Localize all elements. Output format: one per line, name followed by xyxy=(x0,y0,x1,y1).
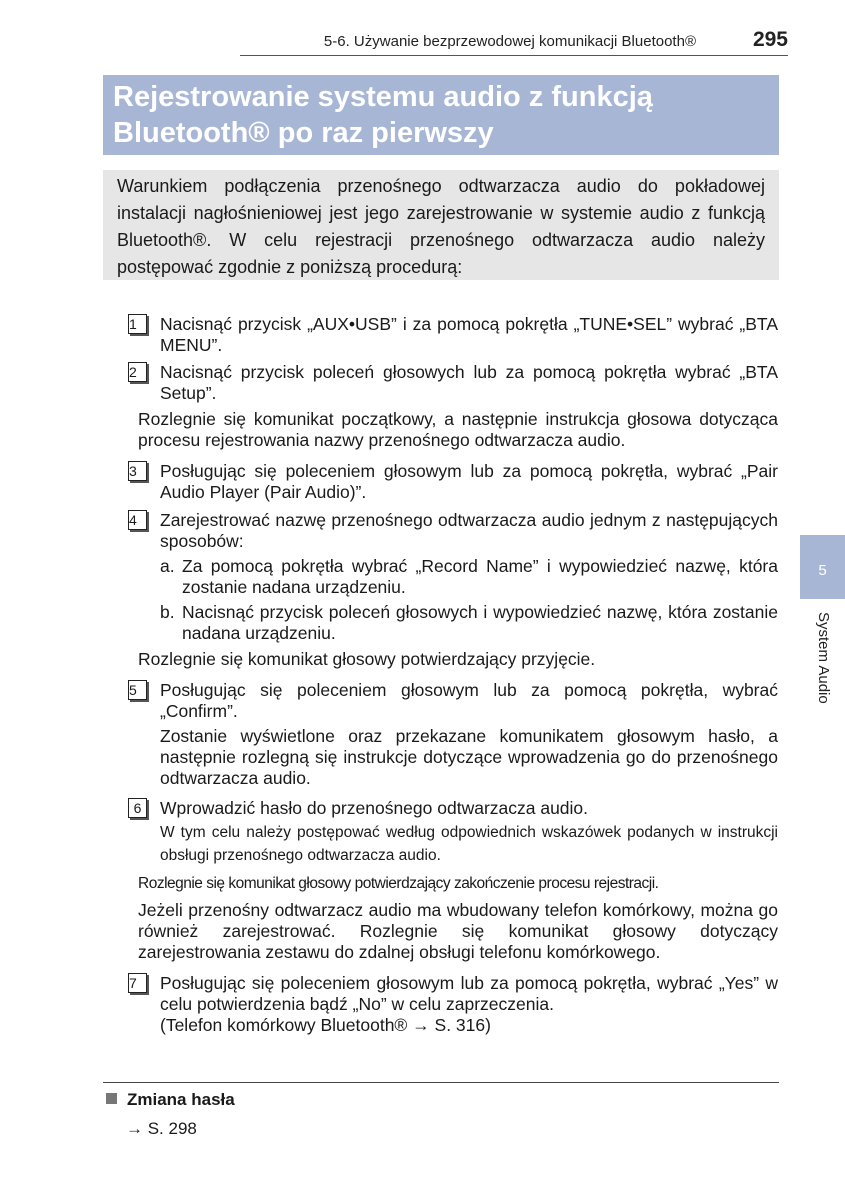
page-title xyxy=(113,79,769,151)
page-number: 295 xyxy=(752,28,788,51)
step-ref xyxy=(128,1015,778,1036)
sub-text: Za pomocą pokrętła wybrać „Record Name” i wypowiedzieć nazwę, która zostanie nadana urządzeniu. xyxy=(182,556,778,597)
sub-item-a xyxy=(128,556,778,598)
chapter-tab[interactable]: 5 xyxy=(800,535,845,599)
page-header xyxy=(240,28,788,54)
step-number: 1 xyxy=(128,314,147,334)
step-ref-link[interactable]: (Telefon komórkowy Bluetooth® → S. 316) xyxy=(160,1015,491,1035)
sub-label: a. xyxy=(160,556,175,576)
step-note: Rozlegnie się komunikat głosowy potwierdzający zakończenie procesu rejestracji. xyxy=(138,875,659,892)
page-title-line2: Bluetooth® po raz pierwszy xyxy=(113,117,494,149)
step-text: Zarejestrować nazwę przenośnego odtwarzacza audio jednym z następujących sposobów: xyxy=(160,510,778,551)
step-2 xyxy=(128,362,778,404)
intro-text: Warunkiem podłączenia przenośnego odtwarzacza audio do pokładowej instalacji nagłośnieniowej jest jego zarejestrowanie w systemie audio z funkcją Bluetooth®. W celu rejestracji przenośnego odtwarzacza audio należy postępować zgodnie z poniższą procedurą: xyxy=(117,176,765,277)
step-text: Wprowadzić hasło do przenośnego odtwarzacza audio. xyxy=(160,798,589,818)
step-text: Nacisnąć przycisk poleceń głosowych lub za pomocą pokrętła wybrać „BTA Setup”. xyxy=(160,362,778,403)
page-title-line1: Rejestrowanie systemu audio z funkcją xyxy=(113,81,653,113)
page-reference-link[interactable]: → S. 298 xyxy=(126,1119,197,1138)
step-number: 5 xyxy=(128,680,147,700)
step-6 xyxy=(128,798,778,819)
step-number: 6 xyxy=(128,798,147,818)
step-text: Posługując się poleceniem głosowym lub za pomocą pokrętła, wybrać „Confirm”. xyxy=(160,680,778,721)
step-note: Rozlegnie się komunikat głosowy potwierdzający przyjęcie. xyxy=(138,649,596,669)
step-4 xyxy=(128,510,778,552)
step-5 xyxy=(128,680,778,722)
section-divider xyxy=(103,1082,779,1083)
subsection-label: Zmiana hasła xyxy=(127,1090,235,1109)
intro-box xyxy=(103,170,779,280)
step-text: Nacisnąć przycisk „AUX•USB” i za pomocą pokrętła „TUNE•SEL” wybrać „BTA MENU”. xyxy=(160,314,778,355)
sub-text: Nacisnąć przycisk poleceń głosowych i wypowiedzieć nazwę, która zostanie nadana urządzeniu. xyxy=(182,602,778,643)
sub-item-b xyxy=(128,602,778,644)
step-extra xyxy=(128,821,778,867)
step-text: Posługując się poleceniem głosowym lub za pomocą pokrętła, wybrać „Yes” w celu potwierdzenia bądź „No” w celu zaprzeczenia. xyxy=(160,973,778,1014)
step-note: Rozlegnie się komunikat początkowy, a następnie instrukcja głosowa dotycząca procesu rejestrowania nazwy przenośnego odtwarzacza audio. xyxy=(138,409,778,450)
square-bullet-icon xyxy=(106,1093,117,1104)
step-3 xyxy=(128,461,778,503)
sub-label: b. xyxy=(160,602,175,622)
procedure xyxy=(128,314,778,1036)
header-divider xyxy=(240,55,788,56)
title-banner xyxy=(103,75,779,155)
step-extra-text: W tym celu należy postępować według odpowiednich wskazówek podanych w instrukcji obsługi przenośnego odtwarzacza audio. xyxy=(160,824,778,864)
step-number: 2 xyxy=(128,362,147,382)
step-number: 4 xyxy=(128,510,147,530)
step-extra xyxy=(128,726,778,789)
step-number: 7 xyxy=(128,973,147,993)
section-heading: 5-6. Używanie bezprzewodowej komunikacji Bluetooth® xyxy=(323,33,696,50)
step-text: Posługując się poleceniem głosowym lub za pomocą pokrętła, wybrać „Pair Audio Player (Pair Audio)”. xyxy=(160,461,778,502)
step-7 xyxy=(128,973,778,1015)
step-note-phone: Jeżeli przenośny odtwarzacz audio ma wbudowany telefon komórkowy, można go również zarejestrować. Rozlegnie się komunikat głosowy dotyczący zarejestrowania zestawu do zdalnej obsługi telefonu komórkowego. xyxy=(138,900,778,962)
step-extra-text: Zostanie wyświetlone oraz przekazane komunikatem głosowym hasło, a następnie rozlegną się instrukcje dotyczące wprowadzenia go do przenośnego odtwarzacza audio. xyxy=(160,726,778,788)
subsection-title xyxy=(106,1090,235,1110)
step-number: 3 xyxy=(128,461,147,481)
step-1 xyxy=(128,314,778,356)
chapter-label: System Audio xyxy=(815,612,832,704)
